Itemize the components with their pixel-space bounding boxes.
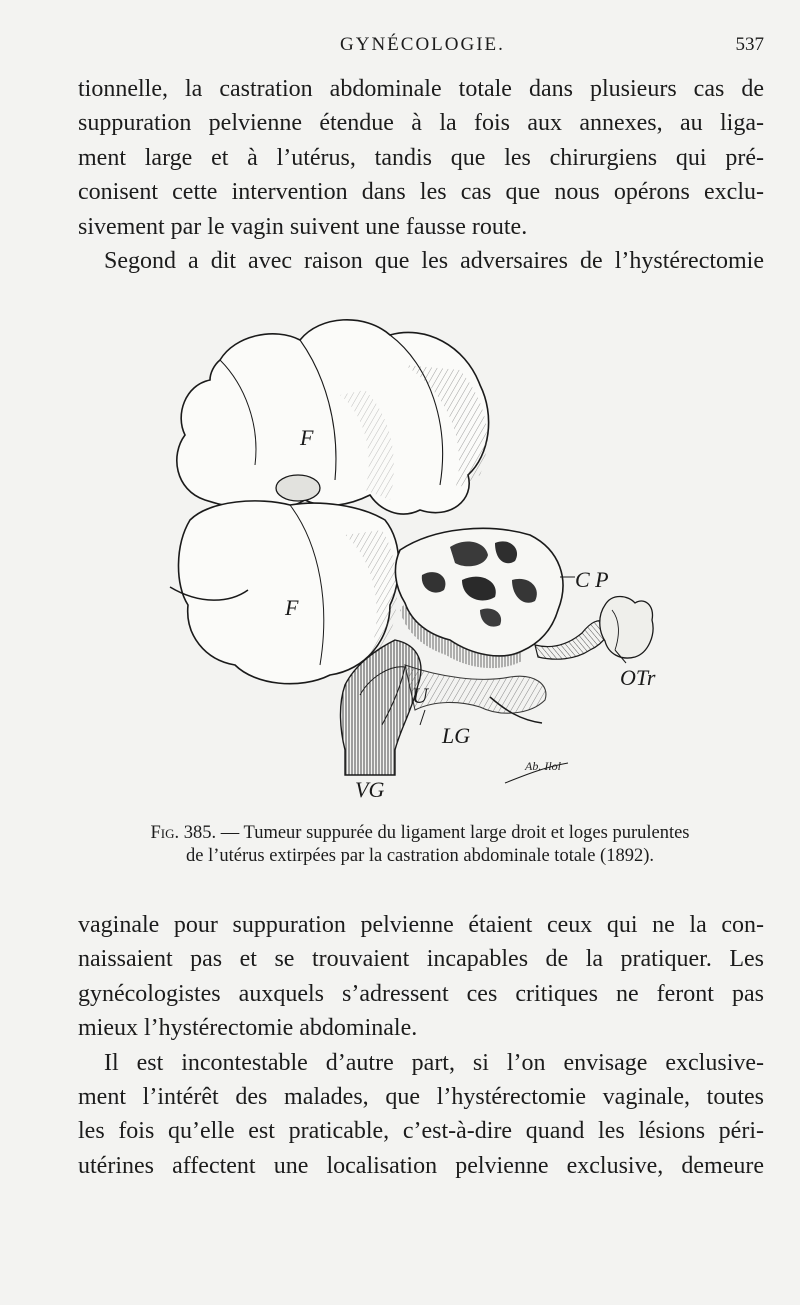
- paragraph-bottom: [78, 908, 764, 1183]
- page-number: 537: [735, 34, 764, 55]
- right-ovary: [600, 597, 653, 659]
- text-line: ment l’intérêt des malades, que l’hystérectomie vaginale, toutes: [78, 1083, 764, 1110]
- central-knot: [276, 475, 320, 501]
- anatomical-figure: [150, 305, 670, 805]
- caption-line-1: [110, 822, 730, 845]
- upper-tumour-mass: [177, 320, 489, 514]
- text-line: vaginale pour suppuration pelvienne étaient ceux qui ne la con-: [78, 912, 764, 938]
- running-header: [0, 34, 800, 58]
- text-line: mieux l’hystérectomie abdominale.: [78, 1015, 418, 1042]
- text-line: Segond a dit avec raison que les adversaires de l’hystérectomie: [104, 247, 764, 274]
- text-line: gynécologistes auxquels s’adressent ces critiques ne feront pas: [78, 980, 764, 1007]
- text-line: naissaient pas et se trouvaient incapables de la pratiquer. Les: [78, 946, 764, 973]
- text-line: tionnelle, la castration abdominale totale dans plusieurs cas de: [78, 76, 764, 102]
- running-title: GYNÉCOLOGIE.: [340, 34, 505, 55]
- text-line: utérines affectent une localisation pelvienne exclusive, demeure: [78, 1152, 764, 1179]
- caption-line-2: de l’utérus extirpées par la castration abdominale totale (1892).: [186, 846, 654, 866]
- figure-caption: [110, 822, 730, 868]
- text-line: conisent cette intervention dans les cas que nous opérons exclu-: [78, 179, 764, 206]
- text-line: suppuration pelvienne étendue à la fois aux annexes, au liga-: [78, 110, 764, 137]
- paragraph-top: [78, 72, 764, 278]
- label-lg: LG: [442, 723, 471, 748]
- text-line: ment large et à l’utérus, tandis que les chirurgiens qui pré-: [78, 144, 764, 171]
- label-otr: OTr: [620, 665, 656, 690]
- label-u: U: [412, 683, 428, 708]
- engraver-signature: Ab. Ilol: [525, 759, 561, 773]
- text-line: Il est incontestable d’autre part, si l’on envisage exclusive-: [104, 1049, 764, 1076]
- label-vg: VG: [355, 777, 385, 802]
- anatomical-illustration: [150, 305, 670, 805]
- label-cp: C P: [575, 567, 609, 592]
- text-line: les fois qu’elle est praticable, c’est-à-dire quand les lésions péri-: [78, 1118, 764, 1145]
- label-f-upper: F: [300, 425, 314, 450]
- lower-tumour-mass: [178, 501, 398, 684]
- caption-text-1: — Tumeur suppurée du ligament large droit et loges purulentes: [220, 823, 690, 843]
- figure-number: Fig. 385.: [150, 823, 217, 843]
- label-f-lower: F: [285, 595, 299, 620]
- text-line: sivement par le vagin suivent une fausse route.: [78, 213, 528, 240]
